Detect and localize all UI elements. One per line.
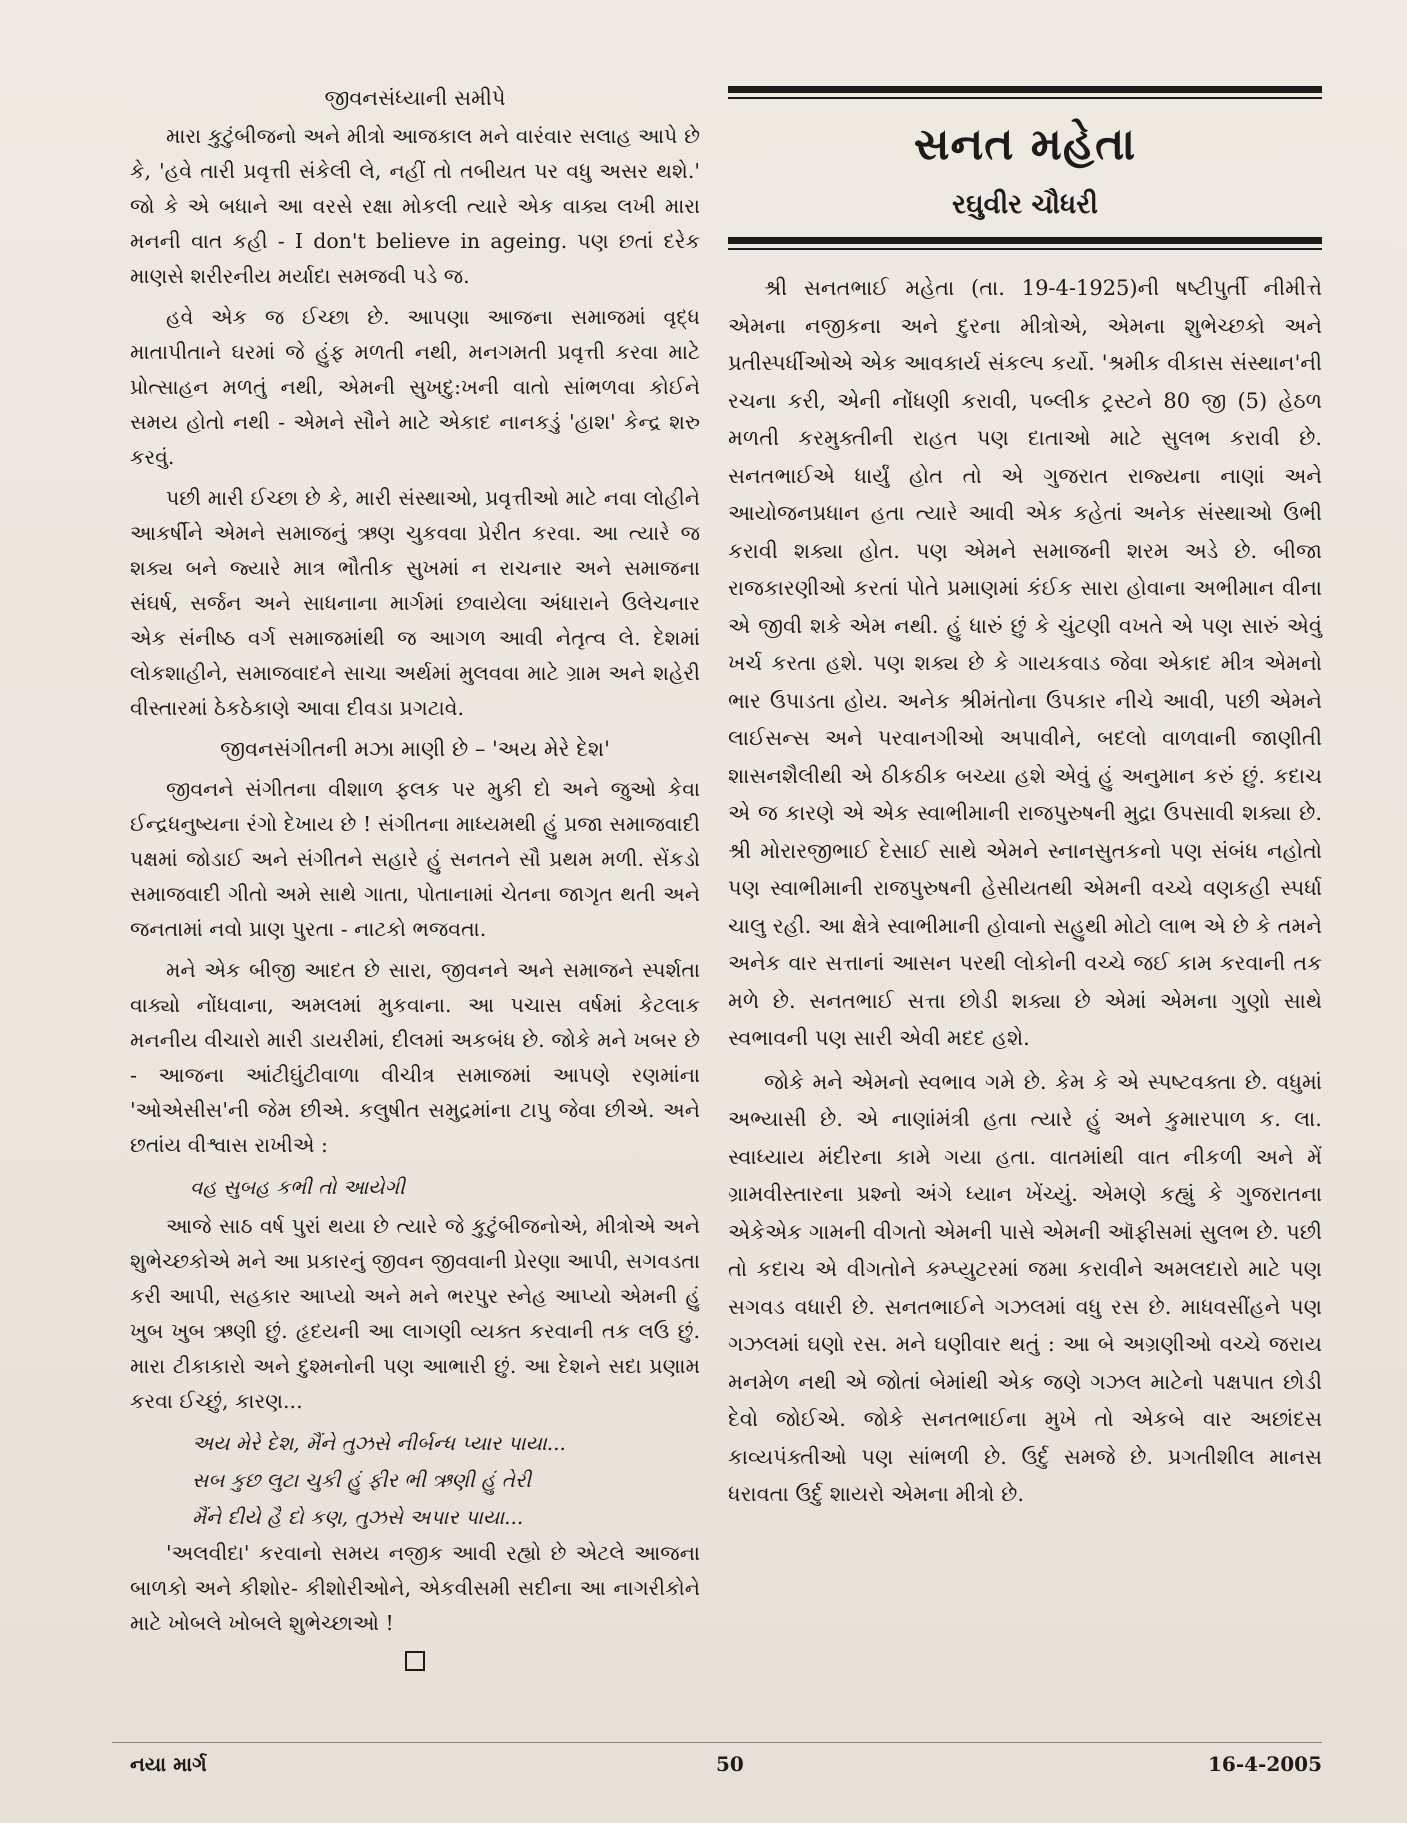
verse-line: મૈંને દીયે હૈ દો કણ, તુઝસે અપાર પાયા...	[192, 1505, 524, 1529]
left-body	[130, 119, 700, 1419]
paragraph: મારા કુટુંબીજનો અને મીત્રો આજકાલ મને વારંવાર સલાહ આપે છે કે, 'હવે તારી પ્રવૃત્તી સંકેલી લે, નહીં તો તબીયત પર વધુ અસર થશે.' જો કે એ બધાને આ વરસે રક્ષા મોકલી ત્યારે એક વાક્ય લખી મારા મનની વાત કહી - I don't believe in ageing. પણ છતાં દરેક માણસે શરીરનીય મર્યાદા સમજવી પડે જ.	[130, 124, 700, 288]
author-name: રઘુવીર ચૌધરી	[952, 189, 1098, 220]
verse-line: સબ કુછ લુટા ચુકી હું ફીર ભી ઋણી હું તેરી	[192, 1468, 531, 1492]
issue-date: 16-4-2005	[1207, 1752, 1322, 1776]
magazine-name: નયા માર્ગ	[130, 1752, 207, 1776]
paragraph: જોકે મને એમનો સ્વભાવ ગમે છે. કેમ કે એ સ્પષ્ટવક્તા છે. વધુમાં અભ્યાસી છે. એ નાણાંમંત્રી હતા ત્યારે હું અને કુમારપાળ ક. લા. સ્વાધ્યાય મંદીરના કામે ગયા હતા. વાતમાંથી વાત નીકળી અને મેં ગ્રામવીસ્તારના પ્રશ્નો અંગે ધ્યાન ખેંચ્યું. એમણે કહ્યું કે ગુજરાતના એકેએક ગામની વીગતો એમની પાસે એમની ઑફીસમાં સુલભ છે. પછી તો કદાચ એ વીગતોને કમ્પ્યુટરમાં જમા કરાવીને અમલદારો માટે પણ સગવડ વધારી છે. સનતભાઈને ગઝલમાં વધુ રસ છે. માધવસીંહને પણ ગઝલમાં ઘણો રસ. મને ઘણીવાર થતું : આ બે અગ્રણીઓ વચ્ચે જરાય મનમેળ નથી એ જોતાં બેમાંથી એક જણે ગઝલ માટેનો પક્ષપાત છોડી દેવો જોઈએ. જોકે સનતભાઈના મુખે તો એકબે વાર અછાંદસ કાવ્યપંક્તીઓ પણ સાંભળી છે. ઉર્દુ સમજે છે. પ્રગતીશીલ માનસ ધરાવતા ઉર્દુ શાયરો એમના મીત્રો છે.	[728, 1069, 1322, 1506]
left-body-end	[130, 1536, 700, 1641]
verse-lead: વહ સુબહ કભી તો આયેગી	[190, 1175, 405, 1199]
verse-line: અય મેરે દેશ, મૈંને તુઝસે નીર્બન્ધ પ્યાર પાયા...	[192, 1431, 566, 1455]
top-rule	[728, 86, 1322, 93]
right-body	[728, 270, 1322, 1514]
paragraph: 'અલવીદા' કરવાનો સમય નજીક આવી રહ્યો છે એટલે આજના બાળકો અને કીશોર- કીશોરીઓને, એકવીસમી સદીના આ નાગરીકોને માટે ખોબલે ખોબલે શુભેચ્છાઓ !	[130, 1541, 700, 1635]
paragraph: જીવનને સંગીતના વીશાળ ફલક પર મુકી દો અને જુઓ કેવા ઈન્દ્રધનુષ્યના રંગો દેખાય છે ! સંગીતના માધ્યમથી હું પ્રજા સમાજવાદી પક્ષમાં જોડાઈ અને સંગીતને સહારે હું સનતને સૌ પ્રથમ મળી. સેંકડો સમાજવાદી ગીતો અમે સાથે ગાતા, પોતાનામાં ચેતના જાગૃત થતી અને જનતામાં નવો પ્રાણ પુરતા - નાટકો ભજવતા.	[130, 777, 700, 941]
page-number: 50	[716, 1752, 744, 1776]
footer-rule	[112, 1742, 1322, 1743]
paragraph: હવે એક જ ઈચ્છા છે. આપણા આજના સમાજમાં વૃદ્ધ માતાપીતાને ઘરમાં જે હુંફ મળતી નથી, મનગમતી પ્રવૃત્તી કરવા માટે પ્રોત્સાહન મળતું નથી, એમની સુખદુ:ખની વાતો સાંભળવા કોઈને સમય હોતો નથી - એમને સૌને માટે એકાદ નાનકડું 'હાશ' કેન્દ્ર શરુ કરવું.	[130, 305, 700, 469]
running-head: જીવનસંધ્યાની સમીપે	[324, 86, 506, 110]
section-subhead: જીવનસંગીતની મઝા માણી છે – 'અય મેરે દેશ'	[220, 737, 610, 761]
title-rule	[728, 237, 1322, 244]
page-footer	[130, 1752, 1322, 1784]
paragraph: આજે સાઠ વર્ષ પુરાં થયા છે ત્યારે જે કુટુંબીજનોએ, મીત્રોએ અને શુભેચ્છકોએ મને આ પ્રકારનું જીવન જીવવાની પ્રેરણા આપી, સગવડતા કરી આપી, સહકાર આપ્યો અને મને ભરપુર સ્નેહ આપ્યો એમની હું ખુબ ખુબ ઋણી છું. હૃદયની આ લાગણી વ્યક્ત કરવાની તક લઉ છું. મારા ટીકાકારો અને દુશ્મનોની પણ આભારી છું. આ દેશને સદા પ્રણામ કરવા ઈચ્છું, કારણ...	[130, 1214, 700, 1413]
paragraph: શ્રી સનતભાઈ મહેતા (તા. 19-4-1925)ની ષષ્ટીપુર્તી નીમીત્તે એમના નજીકના અને દુરના મીત્રોએ, એમના શુભેચ્છકો અને પ્રતીસ્પર્ધીઓએ એક આવકાર્ય સંકલ્પ કર્યો. 'શ્રમીક વીકાસ સંસ્થાન'ની રચના કરી, એની નોંધણી કરાવી, પબ્લીક ટ્રસ્ટને 80 જી (5) હેઠળ મળતી કરમુક્તીની રાહત પણ દાતાઓ માટે સુલભ કરાવી છે. સનતભાઈએ ધાર્યું હોત તો એ ગુજરાત રાજ્યના નાણાં અને આયોજનપ્રધાન હતા ત્યારે આવી એક કહેતાં અનેક સંસ્થાઓ ઉભી કરાવી શક્યા હોત. પણ એમને સમાજની શરમ અડે છે. બીજા રાજકારણીઓ કરતાં પોતે પ્રમાણમાં કંઈક સારા હોવાના અભીમાન વીના એ જીવી શકે એમ નથી. હું ધારું છું કે ચુંટણી વખતે એ પણ સારું એવું ખર્ચ કરતા હશે. પણ શક્ય છે કે ગાયકવાડ જેવા એકાદ મીત્ર એમનો ભાર ઉપાડતા હોય. અનેક શ્રીમંતોના ઉપકાર નીચે આવી, પછી એમને લાઈસન્સ અને પરવાનગીઓ અપાવીને, બદલો વાળવાની જાણીતી શાસનશૈલીથી એ ઠીકઠીક બચ્યા હશે એવું હું અનુમાન કરું છું. કદાચ એ જ કારણે એ એક સ્વાભીમાની રાજપુરુષની મુદ્રા ઉપસાવી શક્યા છે. શ્રી મોરારજીભાઈ દેસાઈ સાથે એમને સ્નાનસુતકનો પણ સંબંધ નહોતો પણ સ્વાભીમાની રાજપુરુષની હેસીયતથી એમની વચ્ચે વણકહી સ્પર્ધા ચાલુ રહી. આ ક્ષેત્રે સ્વાભીમાની હોવાનો સહુથી મોટો લાભ એ છે કે તમને અનેક વાર સત્તાનાં આસન પરથી લોકોની વચ્ચે જઈ કામ કરવાની તક મળે છે. સનતભાઈ સત્તા છોડી શક્યા છે એમાં એમના ગુણો સાથે સ્વભાવની પણ સારી એવી મદદ હશે.	[728, 276, 1322, 1050]
title-rule-thin	[728, 248, 1322, 250]
paragraph: મને એક બીજી આદત છે સારા, જીવનને અને સમાજને સ્પર્શતા વાક્યો નોંધવાના, અમલમાં મુકવાના. આ પચાસ વર્ષમાં કેટલાક મનનીય વીચારો મારી ડાયરીમાં, દીલમાં અકબંધ છે. જોકે મને ખબર છે - આજના આંટીઘુંટીવાળા વીચીત્ર સમાજમાં આપણે રણમાંના 'ઓએસીસ'ની જેમ છીએ. કલુષીત સમુદ્રમાંના ટાપુ જેવા છીએ. અને છતાંય વીશ્વાસ રાખીએ :	[130, 958, 700, 1157]
right-column	[728, 86, 1322, 1520]
end-mark-icon	[405, 1651, 425, 1671]
top-rule-thin	[728, 97, 1322, 99]
article-title: સનત મહેતા	[913, 119, 1137, 170]
left-column	[130, 86, 700, 1671]
verse-block	[130, 1425, 700, 1536]
paragraph: પછી મારી ઈચ્છા છે કે, મારી સંસ્થાઓ, પ્રવૃત્તીઓ માટે નવા લોહીને આકર્ષીને એમને સમાજનું ઋણ ચુકવવા પ્રેરીત કરવા. આ ત્યારે જ શક્ય બને જ્યારે માત્ર ભૌતીક સુખમાં ન રાચનાર અને સમાજના સંઘર્ષ, સર્જન અને સાધનાના માર્ગમાં છવાયેલા અંધારાને ઉલેચનાર એક સંનીષ્ઠ વર્ગ સમાજમાંથી જ આગળ આવી નેતૃત્વ લે. દેશમાં લોકશાહીને, સમાજવાદને સાચા અર્થમાં મુલવવા માટે ગ્રામ અને શહેરી વીસ્તારમાં ઠેકઠેકાણે આવા દીવડા પ્રગટાવે.	[130, 486, 700, 720]
